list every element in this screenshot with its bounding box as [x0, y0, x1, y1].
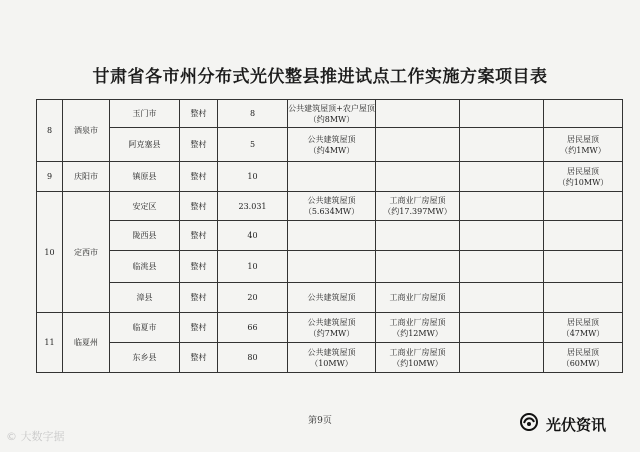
table-row — [37, 343, 623, 373]
industrial-roof-cell: 工商业厂房屋顶 — [376, 283, 460, 313]
public-roof-cell — [288, 162, 376, 192]
public-roof-cell — [288, 221, 376, 251]
capacity-cell: 40 — [218, 221, 288, 251]
county-cell: 安定区 — [110, 192, 180, 221]
capacity-cell: 8 — [218, 100, 288, 128]
industrial-roof-cell: 工商业厂房屋顶 （约17.397MW） — [376, 192, 460, 221]
watermark-brand: 光伏资讯 — [546, 415, 607, 434]
city-cell: 定西市 — [63, 192, 110, 313]
residential-roof-cell — [544, 100, 623, 128]
capacity-cell: 10 — [218, 251, 288, 283]
type-cell: 整村 — [180, 162, 218, 192]
county-cell: 东乡县 — [110, 343, 180, 373]
capacity-cell: 66 — [218, 313, 288, 343]
residential-roof-cell — [544, 251, 623, 283]
residential-roof-cell — [544, 221, 623, 251]
table-row — [37, 162, 623, 192]
capacity-cell: 5 — [218, 128, 288, 162]
type-cell: 整村 — [180, 251, 218, 283]
table-row — [37, 251, 623, 283]
table-row — [37, 128, 623, 162]
other-cell — [460, 251, 544, 283]
capacity-cell: 23.031 — [218, 192, 288, 221]
type-cell: 整村 — [180, 313, 218, 343]
other-cell — [460, 283, 544, 313]
type-cell: 整村 — [180, 283, 218, 313]
other-cell — [460, 313, 544, 343]
type-cell: 整村 — [180, 192, 218, 221]
county-cell: 阿克塞县 — [110, 128, 180, 162]
wechat-logo-icon — [518, 411, 540, 437]
residential-roof-cell — [544, 283, 623, 313]
type-cell: 整村 — [180, 128, 218, 162]
industrial-roof-cell — [376, 251, 460, 283]
row-number: 11 — [37, 313, 63, 373]
table-row — [37, 283, 623, 313]
industrial-roof-cell — [376, 162, 460, 192]
other-cell — [460, 100, 544, 128]
city-cell: 庆阳市 — [63, 162, 110, 192]
row-number: 9 — [37, 162, 63, 192]
document-title: 甘肃省各市州分布式光伏整县推进试点工作实施方案项目表 — [92, 67, 548, 87]
residential-roof-cell — [544, 192, 623, 221]
type-cell: 整村 — [180, 100, 218, 128]
public-roof-cell: 公共建筑屋顶 — [288, 283, 376, 313]
row-number: 10 — [37, 192, 63, 313]
county-cell: 漳县 — [110, 283, 180, 313]
other-cell — [460, 162, 544, 192]
other-cell — [460, 128, 544, 162]
other-cell — [460, 221, 544, 251]
type-cell: 整村 — [180, 221, 218, 251]
county-cell: 镇原县 — [110, 162, 180, 192]
capacity-cell: 20 — [218, 283, 288, 313]
capacity-cell: 80 — [218, 343, 288, 373]
other-cell — [460, 343, 544, 373]
other-cell — [460, 192, 544, 221]
public-roof-cell — [288, 251, 376, 283]
project-table — [36, 99, 623, 373]
city-cell: 酒泉市 — [63, 100, 110, 162]
public-roof-cell: 公共建筑屋顶 （约4MW） — [288, 128, 376, 162]
table-row — [37, 192, 623, 221]
industrial-roof-cell — [376, 221, 460, 251]
residential-roof-cell: 居民屋顶 （47MW） — [544, 313, 623, 343]
county-cell: 临夏市 — [110, 313, 180, 343]
residential-roof-cell: 居民屋顶 （60MW） — [544, 343, 623, 373]
public-roof-cell: 公共建筑屋顶 （10MW） — [288, 343, 376, 373]
table-row — [37, 100, 623, 128]
watermark-left: © 大数字据 — [6, 430, 65, 443]
city-cell: 临夏州 — [63, 313, 110, 373]
residential-roof-cell: 居民屋顶 （约1MW） — [544, 128, 623, 162]
row-number: 8 — [37, 100, 63, 162]
industrial-roof-cell — [376, 128, 460, 162]
table-row — [37, 313, 623, 343]
county-cell: 临洮县 — [110, 251, 180, 283]
county-cell: 陇西县 — [110, 221, 180, 251]
county-cell: 玉门市 — [110, 100, 180, 128]
watermark-right — [518, 410, 606, 438]
type-cell: 整村 — [180, 343, 218, 373]
public-roof-cell: 公共建筑屋顶+农户屋顶 （约8MW） — [288, 100, 376, 128]
industrial-roof-cell: 工商业厂房屋顶 （约10MW） — [376, 343, 460, 373]
industrial-roof-cell — [376, 100, 460, 128]
page-number: 第9页 — [308, 416, 332, 426]
capacity-cell: 10 — [218, 162, 288, 192]
public-roof-cell: 公共建筑屋顶 （5.634MW） — [288, 192, 376, 221]
public-roof-cell: 公共建筑屋顶 （约7MW） — [288, 313, 376, 343]
residential-roof-cell: 居民屋顶 （约10MW） — [544, 162, 623, 192]
industrial-roof-cell: 工商业厂房屋顶 （约12MW） — [376, 313, 460, 343]
table-row — [37, 221, 623, 251]
